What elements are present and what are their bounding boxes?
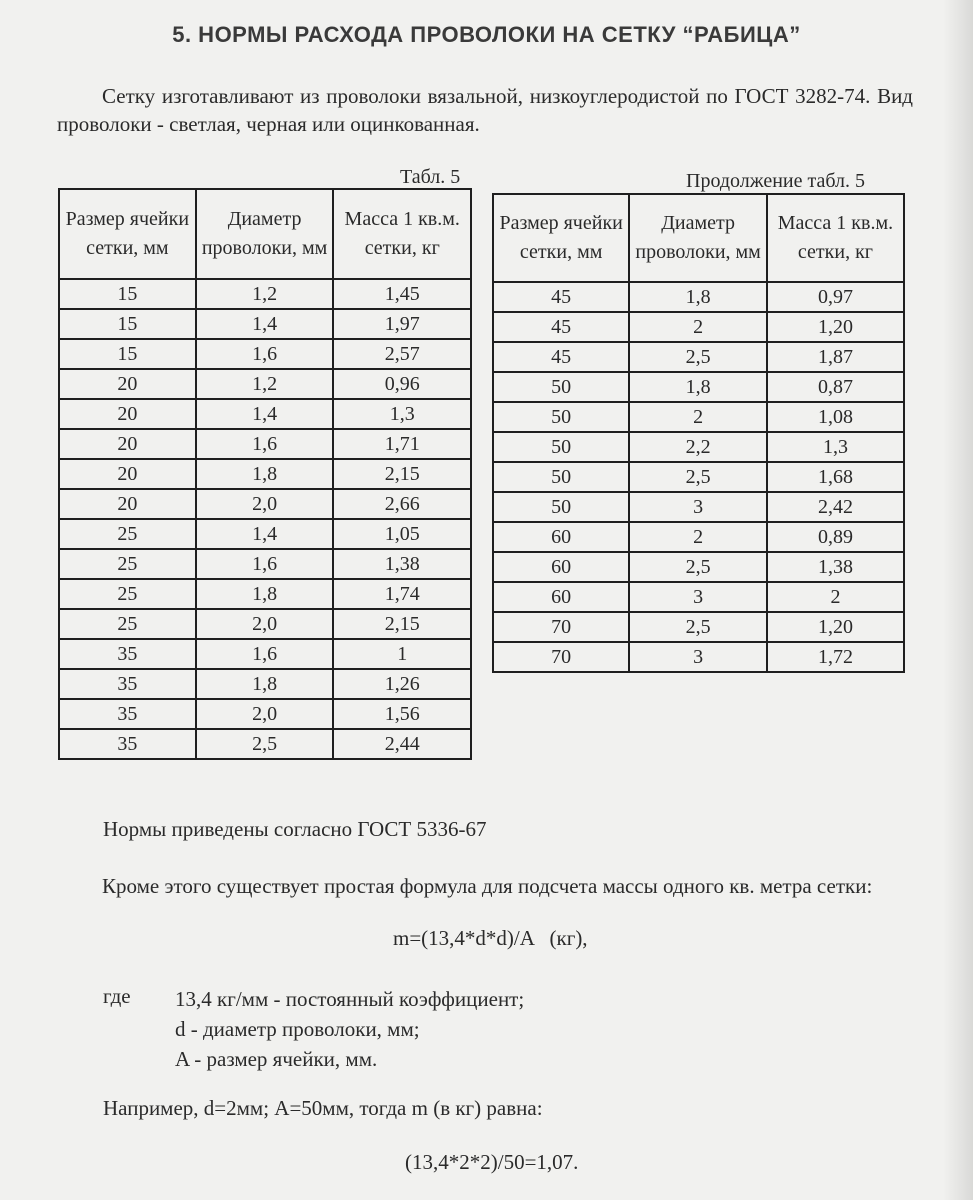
table-row — [493, 492, 904, 522]
table-row — [59, 309, 471, 339]
table-cell: 25 — [59, 519, 196, 549]
where-line: d - диаметр проволоки, мм; — [175, 1017, 420, 1041]
table-cell: 2 — [767, 582, 904, 612]
table-row — [59, 339, 471, 369]
table-row — [59, 279, 471, 309]
table-cell: 50 — [493, 372, 629, 402]
table-cell: 35 — [59, 699, 196, 729]
table-cell: 1,8 — [196, 579, 334, 609]
table-cell: 1,4 — [196, 309, 334, 339]
table1-header-cell: Диаметр проволоки, мм — [196, 189, 334, 279]
table-cell: 25 — [59, 609, 196, 639]
table-cell: 1,6 — [196, 639, 334, 669]
intro-paragraph: Сетку изготавливают из проволоки вязальной, низкоуглеродистой по ГОСТ 3282-74. Вид проволоки - светлая, черная или оцинкованная. — [57, 84, 913, 136]
table-cell: 1,71 — [333, 429, 471, 459]
table-cell: 1 — [333, 639, 471, 669]
table-cell: 25 — [59, 549, 196, 579]
table-cell: 1,2 — [196, 279, 334, 309]
table1-header-cell: Масса 1 кв.м. сетки, кг — [333, 189, 471, 279]
table-cell: 1,20 — [767, 612, 904, 642]
table-cell: 1,20 — [767, 312, 904, 342]
gost-note: Нормы приведены согласно ГОСТ 5336-67 — [103, 817, 487, 841]
table-row — [59, 549, 471, 579]
where-label: где — [103, 984, 131, 1008]
table-cell: 25 — [59, 579, 196, 609]
table-cell: 2,5 — [629, 462, 767, 492]
table-row — [493, 552, 904, 582]
table-cell: 50 — [493, 462, 629, 492]
table-cell: 70 — [493, 612, 629, 642]
table-cell: 45 — [493, 312, 629, 342]
table-row — [59, 669, 471, 699]
table-cell: 1,8 — [196, 669, 334, 699]
table-cell: 2,2 — [629, 432, 767, 462]
table-cell: 0,96 — [333, 369, 471, 399]
table2-header-row — [493, 194, 904, 282]
table2-label: Продолжение табл. 5 — [686, 170, 865, 192]
table-row — [493, 462, 904, 492]
table-cell: 20 — [59, 369, 196, 399]
table-cell: 60 — [493, 552, 629, 582]
table-cell: 0,87 — [767, 372, 904, 402]
table-cell: 2,66 — [333, 489, 471, 519]
table-cell: 1,8 — [196, 459, 334, 489]
table-cell: 1,72 — [767, 642, 904, 672]
table-cell: 2,5 — [629, 552, 767, 582]
table-row — [493, 372, 904, 402]
scan-shadow — [943, 0, 973, 1200]
table-cell: 2,0 — [196, 699, 334, 729]
table-cell: 1,08 — [767, 402, 904, 432]
table-cell: 1,4 — [196, 519, 334, 549]
table-cell: 1,4 — [196, 399, 334, 429]
table-cell: 1,68 — [767, 462, 904, 492]
table-row — [493, 522, 904, 552]
table-row — [493, 282, 904, 312]
table-cell: 2,5 — [629, 342, 767, 372]
table-cell: 1,38 — [333, 549, 471, 579]
table2-header-cell: Диаметр проволоки, мм — [629, 194, 767, 282]
example-result: (13,4*2*2)/50=1,07. — [405, 1150, 579, 1174]
table-cell: 1,97 — [333, 309, 471, 339]
table-row — [59, 459, 471, 489]
formula: m=(13,4*d*d)/A (кг), — [393, 926, 588, 950]
table-row — [493, 402, 904, 432]
table-row — [493, 432, 904, 462]
table-cell: 2,15 — [333, 609, 471, 639]
table2-header-cell: Размер ячейки сетки, мм — [493, 194, 629, 282]
table-row — [59, 699, 471, 729]
example-text: Например, d=2мм; A=50мм, тогда m (в кг) равна: — [103, 1096, 543, 1120]
table-cell: 1,05 — [333, 519, 471, 549]
table-row — [493, 582, 904, 612]
table-cell: 1,87 — [767, 342, 904, 372]
table1-header-cell: Размер ячейки сетки, мм — [59, 189, 196, 279]
table1-label: Табл. 5 — [400, 166, 461, 188]
table-cell: 15 — [59, 339, 196, 369]
table-row — [493, 642, 904, 672]
table-cell: 2 — [629, 522, 767, 552]
table-cell: 50 — [493, 492, 629, 522]
table-cell: 2,0 — [196, 489, 334, 519]
table2 — [492, 193, 905, 673]
table-cell: 1,56 — [333, 699, 471, 729]
table-cell: 1,8 — [629, 372, 767, 402]
table-cell: 35 — [59, 729, 196, 759]
table-cell: 60 — [493, 522, 629, 552]
table-cell: 50 — [493, 432, 629, 462]
where-line: A - размер ячейки, мм. — [175, 1047, 378, 1071]
table1-header-row — [59, 189, 471, 279]
table-cell: 1,26 — [333, 669, 471, 699]
table-cell: 20 — [59, 429, 196, 459]
table-row — [59, 369, 471, 399]
table-cell: 2,15 — [333, 459, 471, 489]
table-cell: 3 — [629, 642, 767, 672]
table1 — [58, 188, 472, 760]
table2-header-cell: Масса 1 кв.м. сетки, кг — [767, 194, 904, 282]
table-cell: 2 — [629, 402, 767, 432]
table-row — [59, 729, 471, 759]
table-cell: 45 — [493, 282, 629, 312]
table-cell: 70 — [493, 642, 629, 672]
where-line: 13,4 кг/мм - постоянный коэффициент; — [175, 987, 525, 1011]
table-cell: 50 — [493, 402, 629, 432]
table-cell: 15 — [59, 309, 196, 339]
formula-intro: Кроме этого существует простая формула для подсчета массы одного кв. метра сетки: — [102, 874, 873, 898]
table-row — [59, 519, 471, 549]
table-cell: 1,45 — [333, 279, 471, 309]
table-cell: 1,38 — [767, 552, 904, 582]
table-cell: 20 — [59, 489, 196, 519]
table-cell: 3 — [629, 582, 767, 612]
table-cell: 1,3 — [333, 399, 471, 429]
table-cell: 2,44 — [333, 729, 471, 759]
table-cell: 1,3 — [767, 432, 904, 462]
table-cell: 20 — [59, 399, 196, 429]
table-cell: 35 — [59, 669, 196, 699]
table-cell: 2 — [629, 312, 767, 342]
table-cell: 1,74 — [333, 579, 471, 609]
table-cell: 1,2 — [196, 369, 334, 399]
table-row — [59, 489, 471, 519]
table-cell: 2,0 — [196, 609, 334, 639]
table-cell: 2,5 — [196, 729, 334, 759]
table-cell: 35 — [59, 639, 196, 669]
table-cell: 3 — [629, 492, 767, 522]
table-row — [59, 579, 471, 609]
page-title: 5. НОРМЫ РАСХОДА ПРОВОЛОКИ НА СЕТКУ “РАБИЦА” — [172, 22, 801, 47]
table-cell: 1,6 — [196, 429, 334, 459]
table-cell: 1,6 — [196, 339, 334, 369]
table-cell: 0,97 — [767, 282, 904, 312]
table-row — [493, 312, 904, 342]
table-cell: 2,42 — [767, 492, 904, 522]
where-definitions — [175, 984, 524, 1074]
table-row — [59, 609, 471, 639]
table-row — [59, 639, 471, 669]
table-row — [59, 399, 471, 429]
table-cell: 15 — [59, 279, 196, 309]
table-cell: 1,6 — [196, 549, 334, 579]
table-cell: 45 — [493, 342, 629, 372]
table-cell: 2,5 — [629, 612, 767, 642]
table-cell: 20 — [59, 459, 196, 489]
table-cell: 1,8 — [629, 282, 767, 312]
table-cell: 0,89 — [767, 522, 904, 552]
table-row — [493, 612, 904, 642]
table-row — [59, 429, 471, 459]
table-cell: 2,57 — [333, 339, 471, 369]
table-row — [493, 342, 904, 372]
table-cell: 60 — [493, 582, 629, 612]
